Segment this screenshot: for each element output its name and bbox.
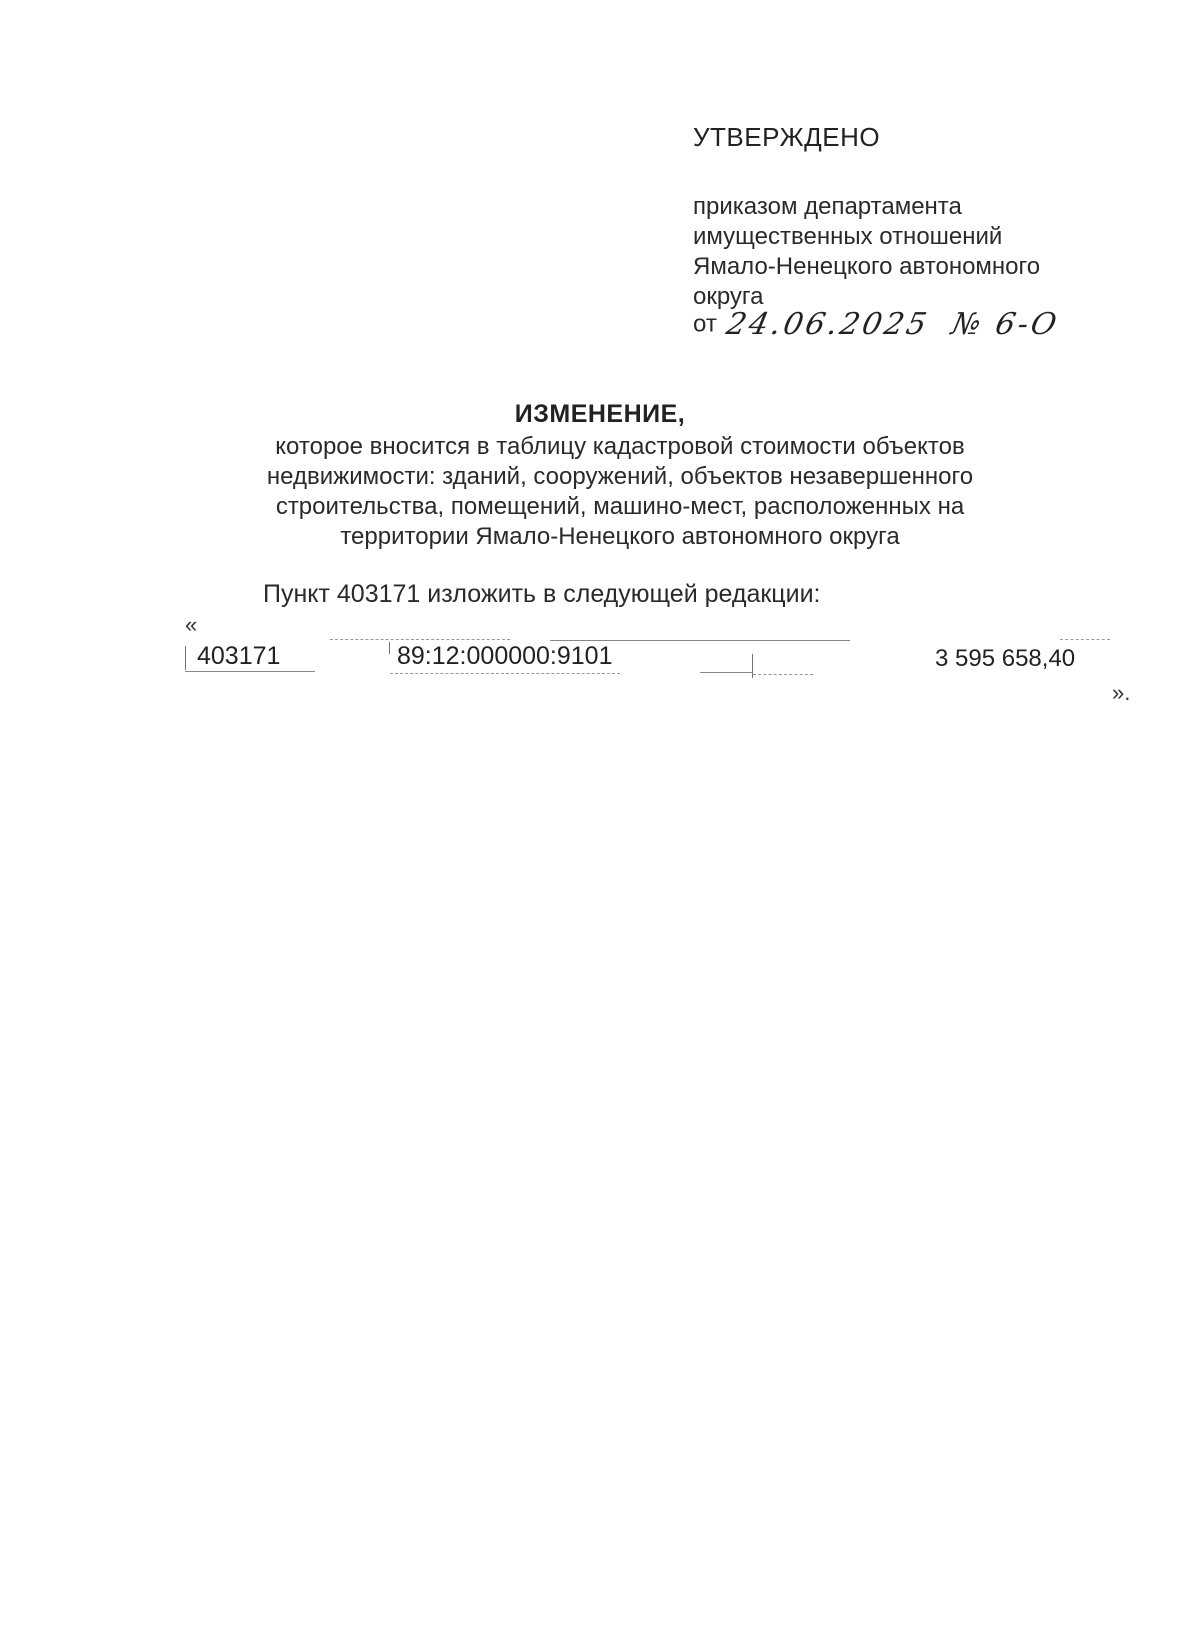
- subtitle-line: строительства, помещений, машино-мест, расположенных на: [275, 493, 965, 520]
- cadastral-number-cell: 89:12:000000:9101: [397, 642, 613, 670]
- handwritten-date: 24.06.2025: [723, 307, 933, 342]
- cell-divider: [389, 642, 390, 654]
- approval-line: Ямало-Ненецкого автономного: [693, 253, 1041, 280]
- row-bottom-border: [185, 671, 315, 672]
- date-prefix: от: [693, 310, 717, 338]
- open-quote: «: [185, 612, 198, 637]
- approval-line: приказом департамента: [693, 193, 962, 220]
- cadastral-value-cell: 3 595 658,40: [935, 645, 1076, 672]
- row-bottom-border: [700, 672, 752, 673]
- subtitle-line: недвижимости: зданий, сооружений, объектов незавершенного: [266, 463, 974, 490]
- item-number-cell: 403171: [197, 642, 281, 670]
- approval-date-row: [693, 307, 1062, 347]
- approval-line: округа: [693, 283, 764, 310]
- handwritten-order-number: № 6-О: [947, 307, 1062, 342]
- row-bottom-border: [390, 673, 620, 674]
- row-top-border: [550, 640, 850, 641]
- row-top-border: [1060, 639, 1110, 640]
- subtitle-line: которое вносится в таблицу кадастровой стоимости объектов: [275, 433, 965, 460]
- approval-line: имущественных отношений: [693, 223, 1003, 250]
- instruction-text: Пункт 403171 изложить в следующей редакции:: [263, 580, 821, 608]
- close-quote: ».: [1112, 680, 1131, 705]
- subtitle-line: территории Ямало-Ненецкого автономного округа: [340, 523, 900, 550]
- approval-issuer: [693, 192, 1040, 312]
- row-top-border: [330, 639, 510, 640]
- row-bottom-border: [753, 674, 813, 675]
- document-subtitle: [230, 432, 1010, 552]
- approval-heading: УТВЕРЖДЕНО: [693, 122, 881, 152]
- document-title: ИЗМЕНЕНИЕ,: [514, 400, 686, 428]
- cell-divider: [185, 646, 186, 670]
